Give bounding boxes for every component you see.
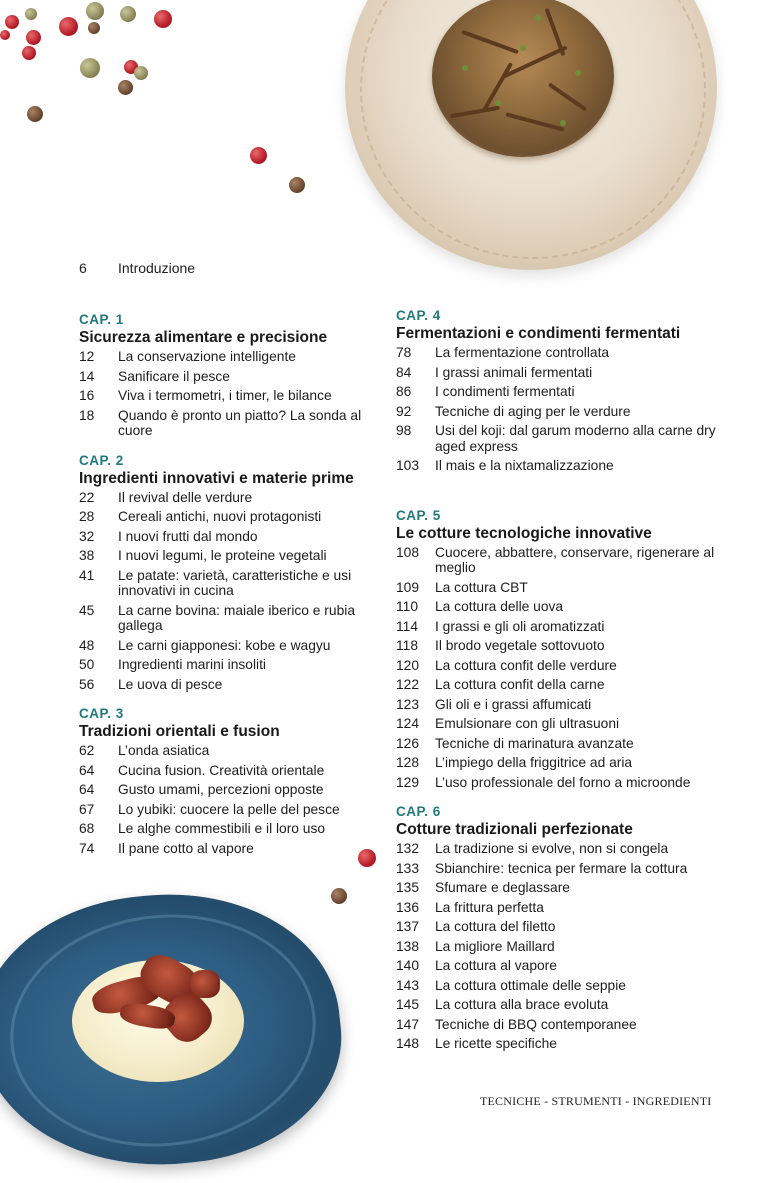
toc-entry: [396, 365, 716, 381]
toc-entry: [396, 697, 716, 713]
page-number: 16: [79, 388, 95, 403]
toc-entry: [79, 677, 369, 693]
toc-entry: [396, 919, 716, 935]
entry-title: Gusto umami, percezioni opposte: [118, 782, 324, 797]
herb-leaf: [560, 120, 566, 126]
entry-title: La cottura alla brace evoluta: [435, 997, 609, 1012]
page-number: 137: [396, 919, 420, 934]
entry-title: Le alghe commestibili e il loro uso: [118, 821, 326, 836]
toc-entry: [396, 1036, 716, 1052]
entry-title: Le carni giapponesi: kobe e wagyu: [118, 637, 331, 653]
toc-entry: [396, 619, 716, 635]
toc-entry: [79, 490, 369, 506]
entry-title: Tecniche di BBQ contemporanee: [435, 1016, 637, 1032]
entry-title: I condimenti fermentati: [435, 384, 575, 399]
toc-entry: [396, 861, 716, 877]
chapter-title: Tradizioni orientali e fusion: [79, 723, 280, 740]
page-number: 124: [396, 716, 420, 731]
toc-entry: [79, 821, 369, 837]
toc-chapter: [396, 308, 716, 474]
entry-title: Quando è pronto un piatto? La sonda al cuore: [118, 407, 362, 438]
page-number: 98: [396, 423, 412, 438]
octopus-tentacle: [190, 970, 220, 998]
page-number: 78: [396, 345, 412, 360]
page-number: 45: [79, 602, 95, 618]
page-number: 68: [79, 821, 95, 836]
toc-entry: [396, 841, 716, 857]
entry-title: Il brodo vegetale sottovuoto: [435, 638, 605, 653]
page-number: 118: [396, 638, 418, 653]
entry-title: La cottura confit della carne: [435, 677, 605, 692]
page-number: 148: [396, 1036, 420, 1051]
page-number: 128: [396, 755, 420, 770]
toc-entry: [79, 763, 369, 779]
introduction-entry: [79, 259, 195, 277]
page-number: 110: [396, 599, 418, 614]
toc-entry: [396, 404, 716, 420]
toc-entry: [396, 716, 716, 732]
toc-entry: [79, 568, 369, 599]
entry-title: La conservazione intelligente: [118, 349, 296, 364]
toc-entry: [396, 458, 716, 474]
toc-entry: [79, 603, 369, 634]
brown-peppercorn: [118, 80, 133, 95]
entry-title: La fermentazione controllata: [435, 345, 610, 360]
toc-entry: [79, 548, 369, 564]
toc-entry: [396, 755, 716, 771]
red-peppercorn: [26, 30, 41, 45]
chapter-title: Fermentazioni e condimenti fermentati: [396, 325, 681, 342]
toc-entry: [396, 580, 716, 596]
toc-entry: [396, 1017, 716, 1033]
entry-title: Le uova di pesce: [118, 676, 223, 692]
page-number: 123: [396, 696, 420, 712]
toc-entry: [396, 638, 716, 654]
toc-entry: [79, 529, 369, 545]
page-number: 136: [396, 899, 420, 915]
page-number: 122: [396, 677, 420, 692]
page-number: 64: [79, 762, 95, 778]
entry-title: Cuocere, abbattere, conservare, rigenerare al meglio: [435, 544, 715, 575]
entry-title: La migliore Maillard: [435, 938, 555, 954]
page-number: 12: [79, 349, 95, 364]
toc-chapter: [396, 508, 716, 791]
entry-title: Il pane cotto al vapore: [118, 840, 254, 856]
toc-entry: [79, 841, 369, 857]
toc-entry: [396, 775, 716, 791]
entry-title: I nuovi frutti dal mondo: [118, 528, 258, 544]
toc-entry: [396, 939, 716, 955]
toc-entry: [396, 599, 716, 615]
red-peppercorn: [154, 10, 172, 28]
chapter-number: CAP. 3: [79, 706, 124, 721]
herb-leaf: [535, 15, 541, 21]
chapter-number: CAP. 4: [396, 308, 441, 323]
entry-title: Viva i termometri, i timer, le bilance: [118, 388, 332, 403]
entry-title: Le patate: varietà, caratteristiche e usi innovativi in cucina: [118, 567, 352, 598]
chapter-number: CAP. 6: [396, 804, 441, 819]
entry-title: Usi del koji: dal garum moderno alla carne dry aged express: [435, 423, 716, 454]
red-peppercorn: [250, 147, 267, 164]
page-number: 84: [396, 364, 412, 380]
page-number: 140: [396, 958, 420, 973]
entry-title: Lo yubiki: cuocere la pelle del pesce: [118, 801, 340, 817]
entry-title: Il revival delle verdure: [118, 489, 253, 505]
page-number: 103: [396, 458, 420, 473]
brown-peppercorn: [27, 106, 43, 122]
entry-title: Gli oli e i grassi affumicati: [435, 696, 592, 712]
toc-entry: [396, 900, 716, 916]
entry-title: I grassi animali fermentati: [435, 364, 593, 380]
page-number: 145: [396, 997, 420, 1012]
red-peppercorn: [0, 30, 10, 40]
page-number: 67: [79, 801, 95, 817]
page-number: 143: [396, 977, 420, 993]
chapter-number: CAP. 1: [79, 312, 124, 327]
page-number: 74: [79, 840, 95, 856]
entry-title: Sanificare il pesce: [118, 368, 230, 384]
entry-title: L’impiego della friggitrice ad aria: [435, 755, 633, 770]
page-number: 120: [396, 657, 420, 673]
toc-entry: [396, 423, 716, 454]
brown-peppercorn: [88, 22, 100, 34]
page-number: 109: [396, 579, 420, 595]
page-number: 138: [396, 938, 420, 954]
toc-entry: [79, 743, 369, 759]
toc-entry: [396, 677, 716, 693]
entry-title: La frittura perfetta: [435, 899, 544, 915]
toc-entry: [79, 349, 369, 365]
toc-entry: [79, 657, 369, 673]
chapter-title: Cotture tradizionali perfezionate: [396, 821, 633, 838]
page-number: 64: [79, 782, 95, 797]
page-number: 62: [79, 743, 95, 758]
page-number: 28: [79, 509, 95, 524]
entry-title: Sfumare e deglassare: [435, 880, 570, 895]
toc-entry: [79, 509, 369, 525]
entry-title: Tecniche di aging per le verdure: [435, 403, 631, 419]
chapter-title: Sicurezza alimentare e precisione: [79, 329, 328, 346]
chapter-number: CAP. 5: [396, 507, 441, 523]
red-peppercorn: [5, 15, 19, 29]
red-peppercorn: [59, 17, 78, 36]
page-number: 18: [79, 407, 95, 423]
brown-peppercorn: [331, 888, 347, 904]
toc-chapter: [79, 312, 369, 439]
toc-chapter: [79, 453, 369, 693]
toc-entry: [396, 997, 716, 1013]
entry-title: Le ricette specifiche: [435, 1036, 557, 1051]
page-number: 56: [79, 676, 95, 692]
entry-title: La carne bovina: maiale iberico e rubia gallega: [118, 602, 355, 633]
chapter-title: Ingredienti innovativi e materie prime: [79, 469, 354, 487]
green-peppercorn: [120, 6, 136, 22]
toc-chapter: [396, 804, 716, 1052]
toc-entry: [396, 978, 716, 994]
entry-title: L’onda asiatica: [118, 743, 210, 758]
toc-entry: [79, 638, 369, 654]
herb-leaf: [495, 100, 501, 106]
toc-entry: [396, 345, 716, 361]
page-number: 14: [79, 368, 95, 384]
entry-title: L’uso professionale del forno a microonde: [435, 774, 691, 790]
toc-entry: [396, 545, 716, 576]
page-number: 32: [79, 528, 95, 544]
page-number: 129: [396, 774, 420, 790]
entry-title: I grassi e gli oli aromatizzati: [435, 618, 605, 634]
entry-title: La cottura ottimale delle seppie: [435, 977, 626, 993]
chapter-number: CAP. 2: [79, 452, 124, 468]
page-number: 133: [396, 860, 420, 876]
entry-title: Tecniche di marinatura avanzate: [435, 735, 634, 751]
entry-title: La cottura delle uova: [435, 599, 564, 614]
entry-title: La cottura del filetto: [435, 919, 556, 934]
page-number: 86: [396, 384, 412, 399]
page-number: 22: [79, 489, 95, 505]
entry-title: Ingredienti marini insoliti: [118, 657, 266, 672]
herb-leaf: [462, 65, 468, 71]
entry-title: Sbianchire: tecnica per fermare la cottura: [435, 860, 688, 876]
page-number: 126: [396, 735, 420, 751]
page-number: 6: [79, 260, 87, 276]
entry-title: Cucina fusion. Creatività orientale: [118, 762, 325, 778]
entry-title: La cottura al vapore: [435, 958, 557, 973]
toc-left-column: [79, 312, 369, 860]
page-number: 41: [79, 567, 95, 583]
green-peppercorn: [25, 8, 37, 20]
toc-entry: [396, 880, 716, 896]
entry-title: La tradizione si evolve, non si congela: [435, 841, 669, 856]
green-peppercorn: [86, 2, 104, 20]
toc-entry: [79, 388, 369, 404]
brown-peppercorn: [289, 177, 305, 193]
page-number: 147: [396, 1016, 420, 1032]
mushroom-risotto: [432, 0, 614, 157]
herb-leaf: [575, 70, 581, 76]
entry-title: Cereali antichi, nuovi protagonisti: [118, 509, 322, 524]
toc-entry: [79, 802, 369, 818]
page-number: 92: [396, 403, 412, 419]
toc-entry: [79, 369, 369, 385]
page-number: 108: [396, 544, 420, 560]
page-number: 48: [79, 637, 95, 653]
entry-title: La cottura CBT: [435, 579, 528, 595]
page-number: 114: [396, 618, 418, 634]
toc-entry: [396, 384, 716, 400]
chapter-title: Le cotture tecnologiche innovative: [396, 524, 652, 542]
page-number: 38: [79, 548, 95, 563]
toc-entry: [79, 408, 369, 439]
herb-leaf: [520, 45, 526, 51]
page-footer: TECNICHE - STRUMENTI - INGREDIENTI: [480, 1094, 712, 1108]
toc-chapter: [79, 706, 369, 856]
toc-entry: [79, 782, 369, 798]
red-peppercorn: [22, 46, 36, 60]
entry-title: I nuovi legumi, le proteine vegetali: [118, 548, 327, 563]
entry-title: Emulsionare con gli ultrasuoni: [435, 716, 620, 731]
toc-right-column: [396, 308, 716, 1056]
page-number: 50: [79, 657, 95, 672]
toc-entry: [396, 958, 716, 974]
entry-title: Il mais e la nixtamalizzazione: [435, 458, 614, 473]
toc-entry: [396, 658, 716, 674]
page-number: 135: [396, 880, 420, 895]
entry-title: La cottura confit delle verdure: [435, 657, 617, 673]
green-peppercorn: [80, 58, 100, 78]
page-number: 132: [396, 841, 420, 856]
toc-entry: [396, 736, 716, 752]
entry-title: Introduzione: [118, 260, 196, 276]
green-peppercorn: [134, 66, 148, 80]
